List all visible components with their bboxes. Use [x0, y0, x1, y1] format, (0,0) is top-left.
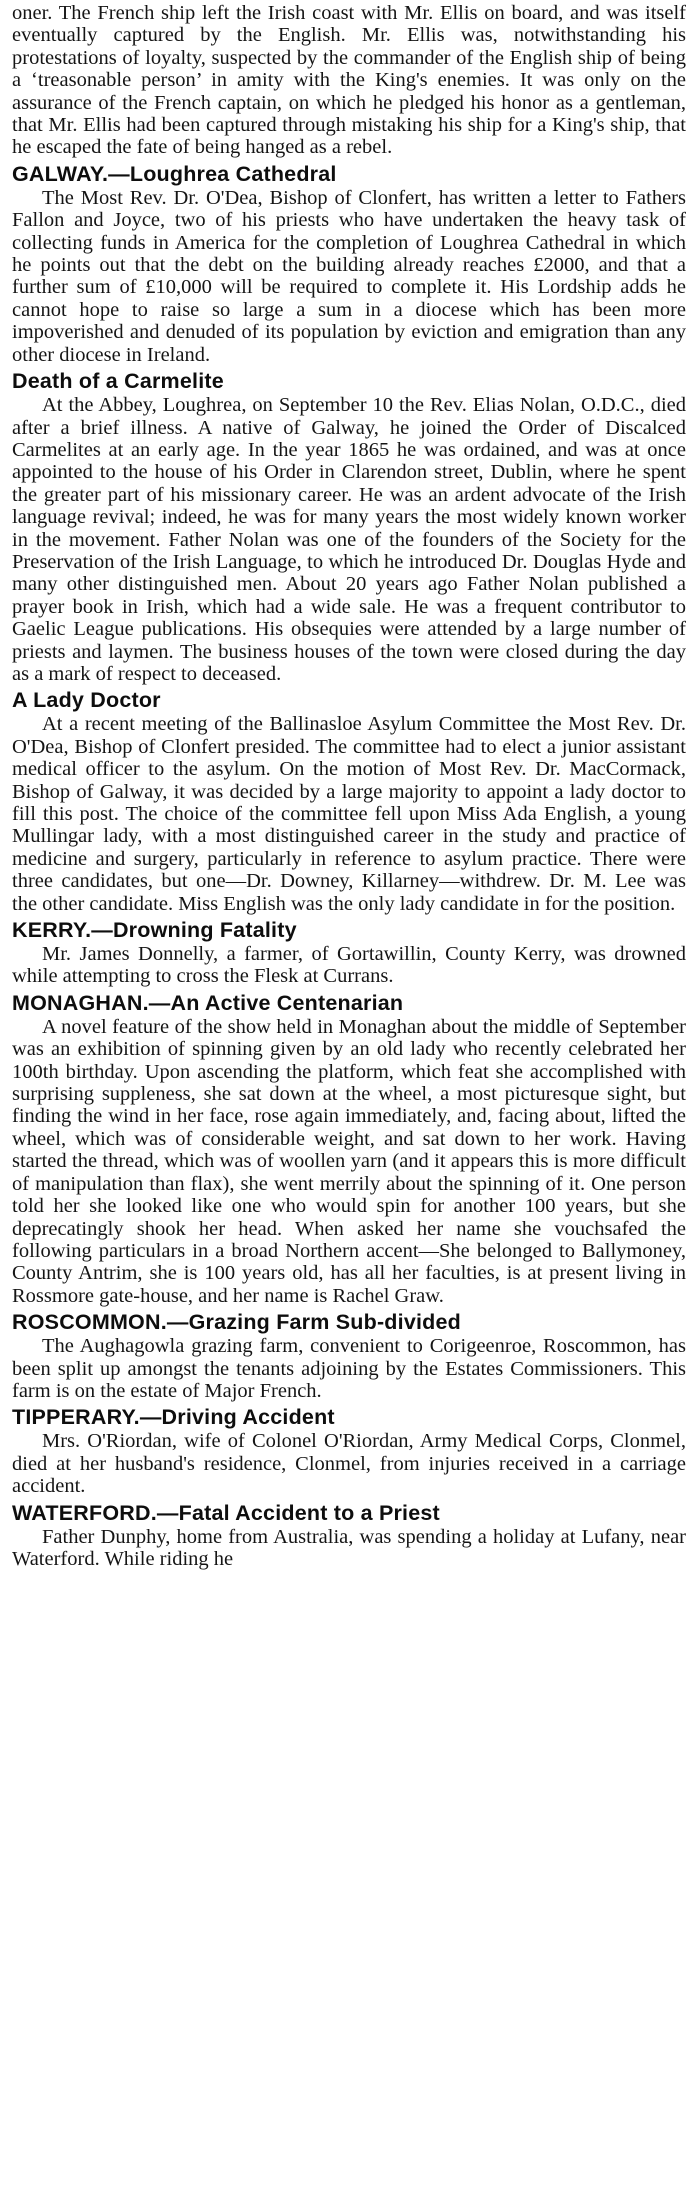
article-kerry-body: Mr. James Donnelly, a farmer, of Gortawillin, County Kerry, was drowned while attempting to cross the Flesk at Currans.: [12, 943, 686, 988]
heading-waterford: WATERFORD.—Fatal Accident to a Priest: [12, 1500, 440, 1525]
article-lady-doctor-body: At a recent meeting of the Ballinasloe Asylum Committee the Most Rev. Dr. O'Dea, Bishop of Clonfert presided. The committee had to elect a junior assistant medical officer to the asylum. On the motion of Most Rev. Dr. MacCormack, Bishop of Galway, it was decided by a large majority to appoint a lady doctor to fill this post. The choice of the committee fell upon Miss Ada English, a young Mullingar lady, with a most distinguished career in the study and practice of medicine and surgery, particularly in reference to asylum practice. There were three candidates, but one—Dr. Downey, Killarney—withdrew. Dr. M. Lee was the other candidate. Miss English was the only lady candidate in for the position.: [12, 713, 686, 915]
article-galway-body: The Most Rev. Dr. O'Dea, Bishop of Clonfert, has written a letter to Fathers Fallon and Joyce, two of his priests who have undertaken the heavy task of collecting funds in America for the completion of Loughrea Cathedral in which he points out that the debt on the building already reaches £2000, and that a further sum of £10,000 will be required to complete it. His Lordship adds he cannot hope to raise so large a sum in a diocese which has been more impoverished and denuded of its population by eviction and emigration than any other diocese in Ireland.: [12, 186, 686, 366]
article-roscommon-body: The Aughagowla grazing farm, convenient to Corigeenroe, Roscommon, has been split up amongst the tenants adjoining by the Estates Commissioners. This farm is on the estate of Major French.: [12, 1335, 686, 1402]
heading-monaghan: MONAGHAN.—An Active Centenarian: [12, 990, 404, 1015]
heading-carmelite: Death of a Carmelite: [12, 369, 224, 394]
article-tipperary-body: Mrs. O'Riordan, wife of Colonel O'Riordan, Army Medical Corps, Clonmel, died at her husband's residence, Clonmel, from injuries received in a carriage accident.: [12, 1430, 686, 1498]
article-waterford-body: Father Dunphy, home from Australia, was spending a holiday at Lufany, near Waterford. While riding he: [12, 1525, 686, 1570]
heading-kerry: KERRY.—Drowning Fatality: [12, 918, 297, 943]
heading-roscommon: ROSCOMMON.—Grazing Farm Sub-divided: [12, 1310, 461, 1335]
article-continuation-body: oner. The French ship left the Irish coast with Mr. Ellis on board, and was itself eventually captured by the English. Mr. Ellis was, notwithstanding his protestations of loyalty, suspected by the commander of the English ship of being a ‘treasonable person’ in amity with the King's enemies. It was only on the assurance of the French captain, on which he pledged his honor as a gentleman, that Mr. Ellis had been captured through mistaking his ship for a King's ship, that he escaped the fate of being hanged as a rebel.: [12, 2, 686, 159]
heading-galway: GALWAY.—Loughrea Cathedral: [12, 161, 337, 186]
heading-lady-doctor: A Lady Doctor: [12, 688, 161, 713]
heading-tipperary: TIPPERARY.—Driving Accident: [12, 1405, 335, 1430]
article-carmelite-body: At the Abbey, Loughrea, on September 10 the Rev. Elias Nolan, O.D.C., died after a brief illness. A native of Galway, he joined the Order of Discalced Carmelites at an early age. In the year 1865 he was ordained, and was at once appointed to the house of his Order in Clarendon street, Dublin, where he spent the greater part of his missionary career. He was an ardent advocate of the Irish language revival; indeed, he was for many years the most widely known worker in the movement. Father Nolan was one of the founders of the Society for the Preservation of the Irish Language, to which he introduced Dr. Douglas Hyde and many other distinguished men. About 20 years ago Father Nolan published a prayer book in Irish, which had a wide sale. He was a frequent contributor to Gaelic League publications. His obsequies were attended by a large number of priests and laymen. The business houses of the town were closed during the day as a mark of respect to deceased.: [12, 394, 686, 685]
article-monaghan-body: A novel feature of the show held in Monaghan about the middle of September was an exhibition of spinning given by an old lady who recently celebrated her 100th birthday. Upon ascending the platform, which feat she accomplished with surprising suppleness, she sat down at the wheel, a most picturesque sight, but finding the wind in her face, rose again immediately, and, facing about, lifted the wheel, which was of considerable weight, and sat down to her work. Having started the thread, which was of woollen yarn (and it appears this is more difficult of manipulation than flax), she went merrily about the spinning of it. One person told her she looked like one who would spin for another 100 years, but she deprecatingly shook her head. When asked her name she vouchsafed the following particulars in a broad Northern accent—She belonged to Ballymoney, County Antrim, she is 100 years old, has all her faculties, is at present living in Rossmore gate-house, and her name is Rachel Graw.: [12, 1015, 686, 1307]
